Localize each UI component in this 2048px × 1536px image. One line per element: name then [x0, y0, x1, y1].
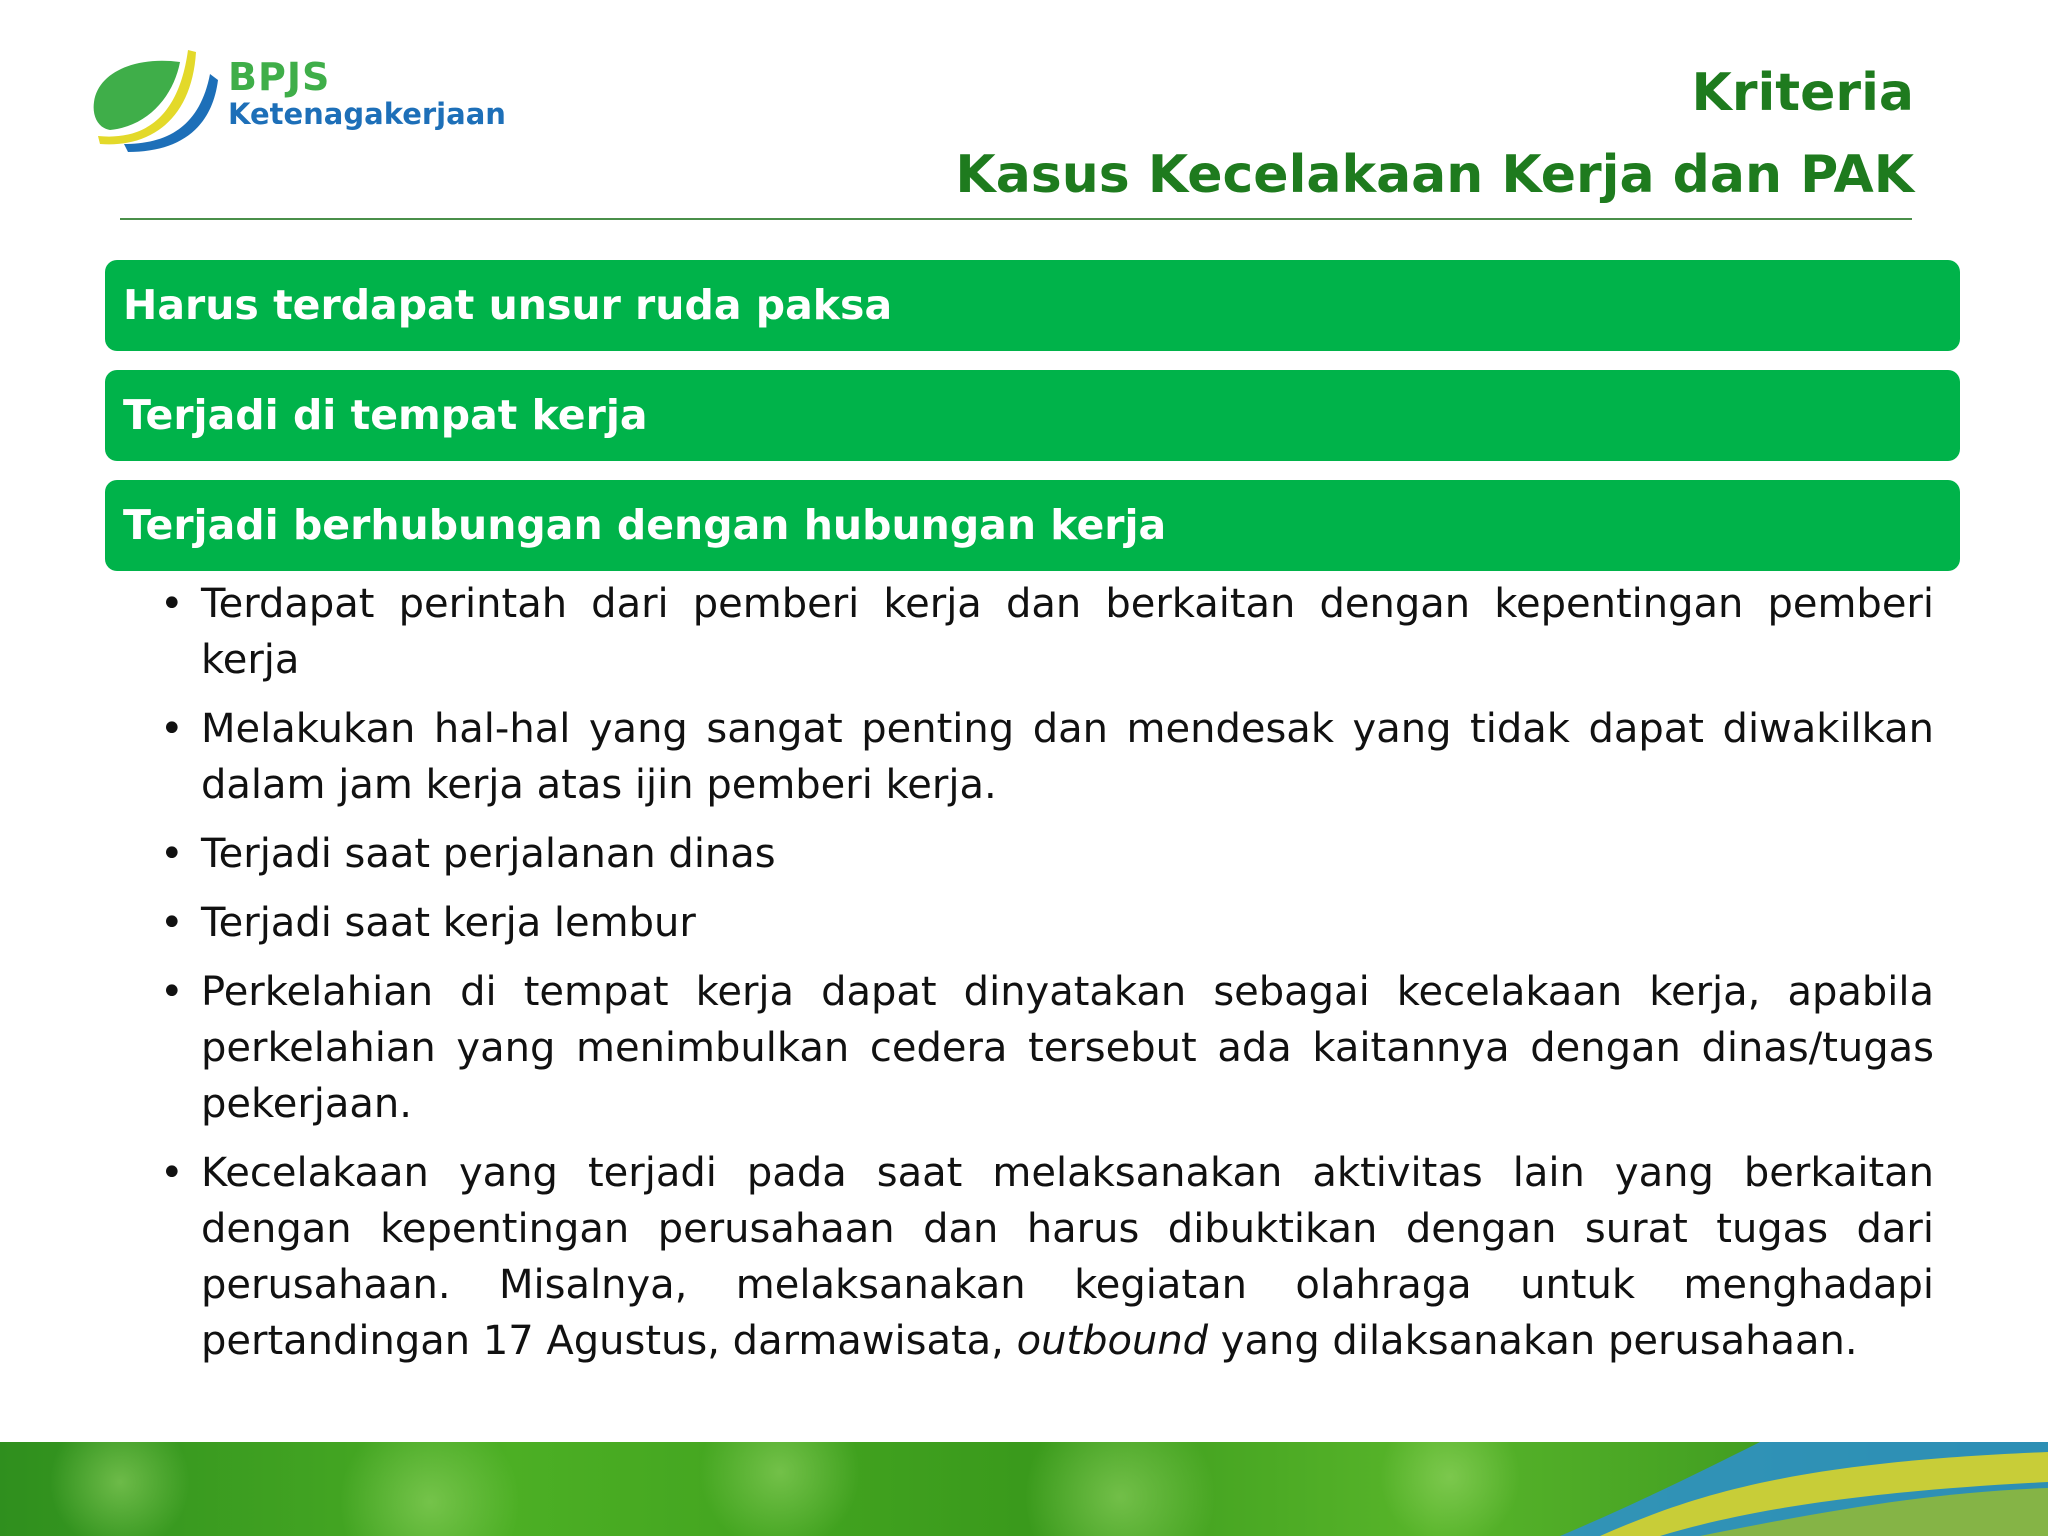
criteria-bar-3: Terjadi berhubungan dengan hubungan kerja	[105, 480, 1960, 571]
bullet-icon: •	[160, 706, 184, 752]
footer-decoration	[0, 1442, 2048, 1536]
list-item	[160, 964, 1934, 1132]
title-line-1: Kriteria	[1691, 63, 1914, 123]
bpjs-logo	[88, 44, 528, 154]
list-item-text: Melakukan hal-hal yang sangat penting dan mendesak yang tidak dapat diwakilkan dalam jam kerja atas ijin pemberi kerja.	[201, 706, 1934, 808]
bullet-icon: •	[160, 1150, 184, 1196]
list-item	[160, 576, 1934, 688]
footer-swoosh-icon	[0, 1442, 2048, 1536]
logo-brand: BPJS	[228, 55, 331, 99]
bullet-icon: •	[160, 969, 184, 1015]
criteria-bar-1: Harus terdapat unsur ruda paksa	[105, 260, 1960, 351]
page-title	[955, 52, 1914, 216]
list-item	[160, 895, 1934, 951]
list-item-text-italic: outbound	[1016, 1318, 1209, 1364]
bullet-list	[160, 576, 1934, 1382]
bullet-icon: •	[160, 900, 184, 946]
title-divider	[120, 218, 1912, 220]
list-item-text: Terdapat perintah dari pemberi kerja dan berkaitan dengan kepentingan pemberi kerja	[201, 581, 1934, 683]
logo-subtitle: Ketenagakerjaan	[228, 97, 506, 131]
leaf-logo-icon	[88, 44, 228, 154]
list-item-text: Terjadi saat perjalanan dinas	[201, 831, 776, 877]
list-item-text-after: yang dilaksanakan perusahaan.	[1208, 1318, 1858, 1364]
bullet-icon: •	[160, 581, 184, 627]
list-item-text-before: Kecelakaan yang terjadi pada saat melaksanakan aktivitas lain yang berkaitan dengan kepentingan perusahaan dan harus dibuktikan dengan surat tugas dari perusahaan. Misalnya, melaksanakan kegiatan olahraga untuk menghadapi pertandingan 17 Agustus, darmawisata,	[201, 1150, 1934, 1364]
list-item	[160, 1145, 1934, 1369]
list-item-text: Terjadi saat kerja lembur	[201, 900, 696, 946]
bullet-icon: •	[160, 831, 184, 877]
list-item	[160, 701, 1934, 813]
list-item	[160, 826, 1934, 882]
title-line-2: Kasus Kecelakaan Kerja dan PAK	[955, 145, 1914, 205]
criteria-bar-2: Terjadi di tempat kerja	[105, 370, 1960, 461]
list-item-text: Perkelahian di tempat kerja dapat dinyatakan sebagai kecelakaan kerja, apabila perkelahian yang menimbulkan cedera tersebut ada kaitannya dengan dinas/tugas pekerjaan.	[201, 969, 1934, 1127]
